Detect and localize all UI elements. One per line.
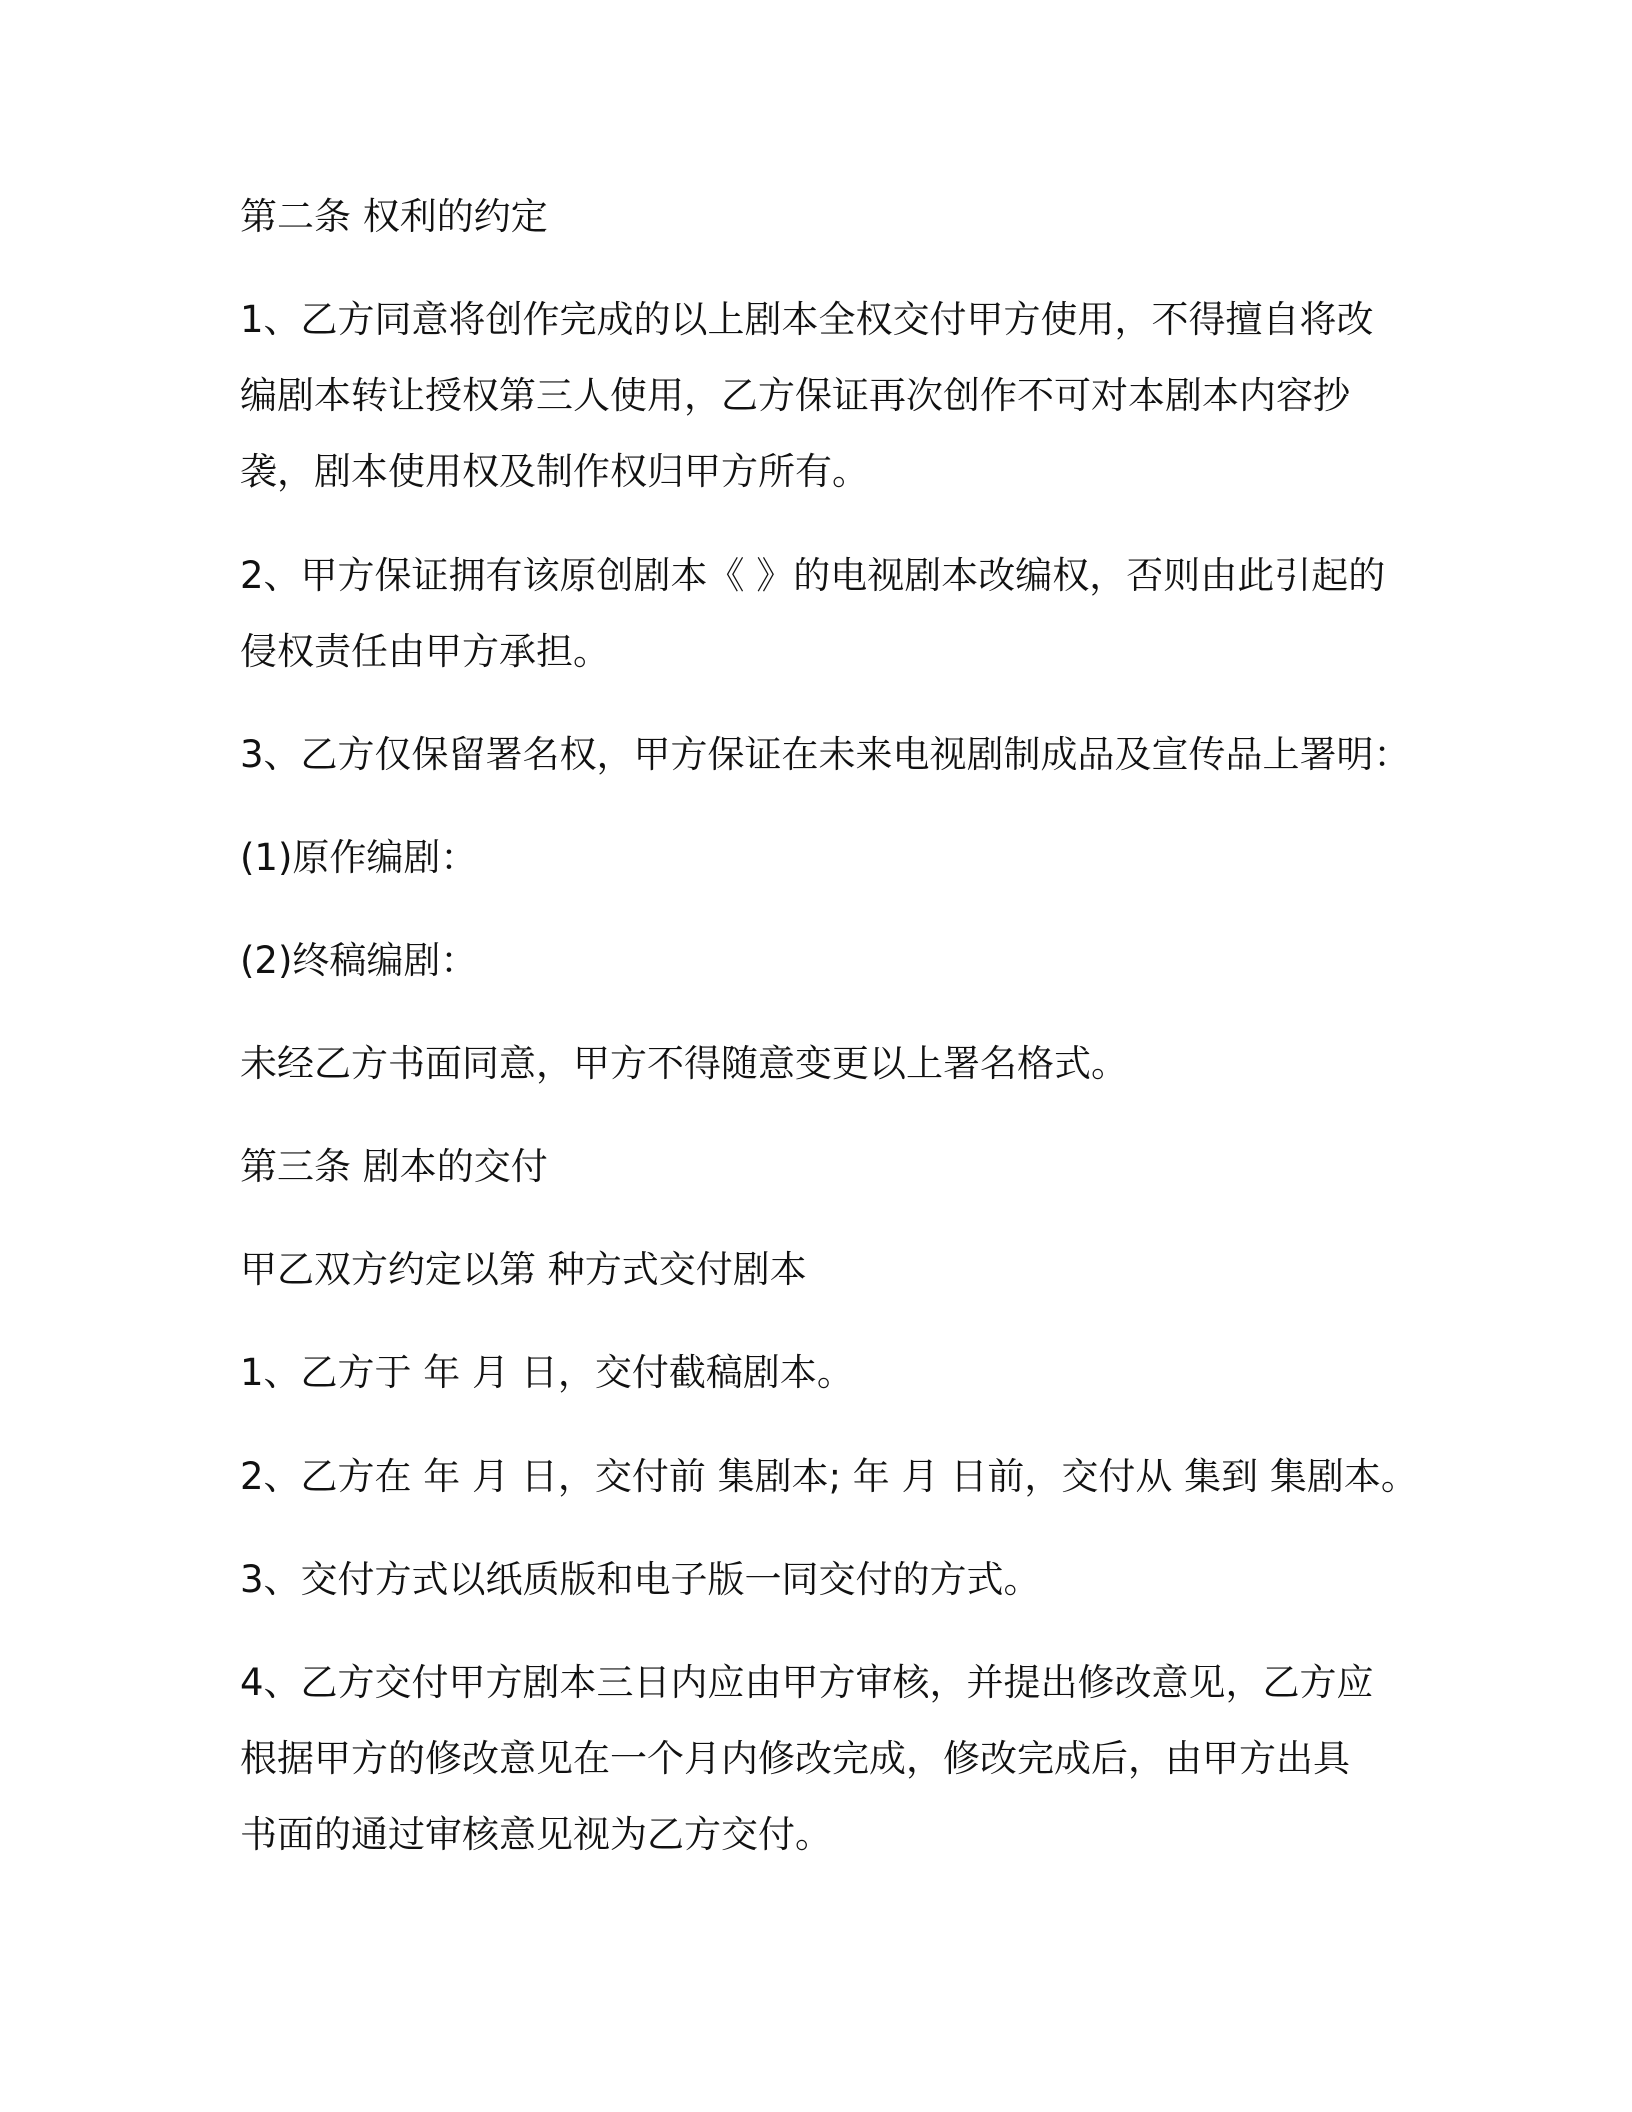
article2-clause3: 3、乙方仅保留署名权，甲方保证在未来电视剧制成品及宣传品上署明：: [240, 733, 1411, 776]
article2-heading: 第二条 权利的约定: [240, 195, 548, 238]
credit-item-original-writer: (1)原作编剧：: [240, 836, 478, 879]
clause-line: 编剧本转让授权第三人使用，乙方保证再次创作不可对本剧本内容抄: [240, 374, 1350, 417]
clause-line: 书面的通过审核意见视为乙方交付。: [240, 1813, 832, 1856]
article2-note: 未经乙方书面同意，甲方不得随意变更以上署名格式。: [240, 1042, 1128, 1085]
article3-heading: 第三条 剧本的交付: [240, 1145, 548, 1188]
article3-clause3: 3、交付方式以纸质版和电子版一同交付的方式。: [240, 1558, 1041, 1601]
clause-line: 袭，剧本使用权及制作权归甲方所有。: [240, 450, 869, 493]
article3-intro: 甲乙双方约定以第 种方式交付剧本: [240, 1248, 807, 1291]
clause-line: 4、乙方交付甲方剧本三日内应由甲方审核，并提出修改意见，乙方应: [240, 1661, 1374, 1704]
article3-clause2: 2、乙方在 年 月 日，交付前 集剧本; 年 月 日前，交付从 集到 集剧本。: [240, 1455, 1418, 1498]
clause-line: 根据甲方的修改意见在一个月内修改完成，修改完成后，由甲方出具: [240, 1737, 1350, 1780]
article3-clause1: 1、乙方于 年 月 日，交付截稿剧本。: [240, 1351, 854, 1394]
clause-line: 2、甲方保证拥有该原创剧本《 》的电视剧本改编权，否则由此引起的: [240, 554, 1386, 597]
credit-item-final-writer: (2)终稿编剧：: [240, 939, 478, 982]
clause-line: 1、乙方同意将创作完成的以上剧本全权交付甲方使用，不得擅自将改: [240, 298, 1374, 341]
clause-line: 侵权责任由甲方承担。: [240, 630, 610, 673]
